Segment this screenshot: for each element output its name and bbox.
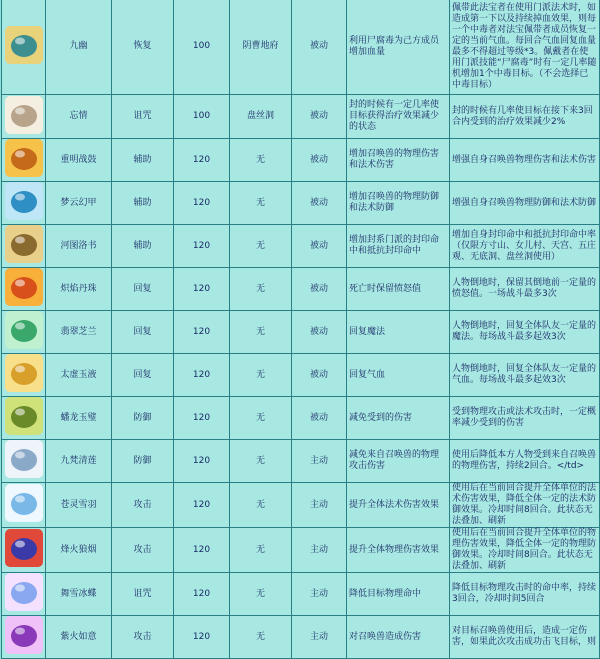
item-icon-art <box>5 268 43 306</box>
item-icon-art <box>5 311 43 349</box>
item-name: 河图洛书 <box>46 225 112 268</box>
table-row <box>2 354 600 397</box>
item-effect-new: 使用后在当前回合提升全体单位的物理伤害效果，降低全体一定的物理防御效果。冷却时间8回合。此状态无法叠加、刷新 <box>450 528 600 573</box>
item-level: 120 <box>174 528 230 573</box>
item-mode: 被动 <box>292 311 347 354</box>
item-mode: 被动 <box>292 182 347 225</box>
item-mode: 被动 <box>292 139 347 182</box>
item-type: 辅助 <box>112 225 174 268</box>
item-sect: 无 <box>230 573 292 616</box>
item-sect: 无 <box>230 311 292 354</box>
item-mode: 主动 <box>292 573 347 616</box>
item-effect-old: 增加召唤兽的物理伤害和法术伤害 <box>347 139 450 182</box>
item-level: 120 <box>174 311 230 354</box>
item-icon-cell <box>2 311 46 354</box>
item-icon-art <box>5 440 43 478</box>
item-name: 九梵清莲 <box>46 440 112 483</box>
item-sect: 阴曹地府 <box>230 0 292 95</box>
item-effect-new: 人物倒地时，回复全体队友一定量的魔法。每场战斗最多起效3次 <box>450 311 600 354</box>
item-icon-art <box>5 96 43 134</box>
item-sect: 无 <box>230 440 292 483</box>
item-effect-old: 减免受到的伤害 <box>347 397 450 440</box>
item-effect-old: 提升全体物理伤害效果 <box>347 528 450 573</box>
item-icon-cell <box>2 397 46 440</box>
item-icon-cell <box>2 139 46 182</box>
taiji-scroll-icon <box>5 225 43 263</box>
item-effect-old: 增加封系门派的封印命中和抵抗封印命中 <box>347 225 450 268</box>
ice-butterfly-icon <box>5 573 43 611</box>
item-mode: 主动 <box>292 528 347 573</box>
item-type: 恢复 <box>112 0 174 95</box>
item-sect: 无 <box>230 268 292 311</box>
item-level: 100 <box>174 0 230 95</box>
item-type: 诅咒 <box>112 95 174 139</box>
item-type: 防御 <box>112 440 174 483</box>
item-sect: 无 <box>230 616 292 659</box>
flame-claw-icon <box>5 529 43 567</box>
item-effect-old: 死亡时保留愤怒值 <box>347 268 450 311</box>
item-sect: 无 <box>230 483 292 528</box>
flame-helm-icon <box>5 139 43 177</box>
table-row <box>2 616 600 659</box>
item-effect-new: 受到物理攻击或法术攻击时，一定概率减少受到的伤害 <box>450 397 600 440</box>
item-icon-cell <box>2 95 46 139</box>
item-level: 120 <box>174 354 230 397</box>
item-effect-new: 增强自身召唤兽物理防御和法术防御 <box>450 182 600 225</box>
item-level: 100 <box>174 95 230 139</box>
item-mode: 被动 <box>292 354 347 397</box>
item-type: 攻击 <box>112 616 174 659</box>
lotus-sceptre-icon <box>5 440 43 478</box>
item-name: 翡翠芝兰 <box>46 311 112 354</box>
item-icon-art <box>5 139 43 177</box>
item-effect-new: 佩带此法宝者在使用门派法术时，如造成第一下以及持续掉血效果，则每一个中毒者对法宝佩带者成员恢复一定的当前气血。每回合气血回复血量最多不得超过等级*3。佩戴者在使用门派技能“尸腐毒”时有一定几率随机增加1个中毒目标。（不会选择已中毒目标） <box>450 0 600 95</box>
item-level: 120 <box>174 225 230 268</box>
item-name: 忘情 <box>46 95 112 139</box>
item-effect-new: 使用后在当前回合提升全体单位的法术伤害效果，降低全体一定的法术防御效果。冷却时间8回合。此状态无法叠加、刷新 <box>450 483 600 528</box>
item-icon-cell <box>2 616 46 659</box>
item-type: 攻击 <box>112 483 174 528</box>
table-row <box>2 182 600 225</box>
item-sect: 无 <box>230 354 292 397</box>
item-mode: 被动 <box>292 397 347 440</box>
item-name: 烽火狼烟 <box>46 528 112 573</box>
item-effect-old: 利用尸腐毒为己方成员增加血量 <box>347 0 450 95</box>
item-icon-art <box>5 573 43 611</box>
table-row <box>2 528 600 573</box>
item-effect-new: 人物倒地时，保留其倒地前一定量的愤怒值。一场战斗最多3次 <box>450 268 600 311</box>
item-icon-cell <box>2 440 46 483</box>
tripod-cauldron-icon <box>5 26 43 64</box>
item-name: 舞雪冰蝶 <box>46 573 112 616</box>
item-sect: 无 <box>230 528 292 573</box>
item-icon-cell <box>2 573 46 616</box>
item-mode: 主动 <box>292 616 347 659</box>
item-effect-old: 回复魔法 <box>347 311 450 354</box>
item-type: 回复 <box>112 354 174 397</box>
item-sect: 无 <box>230 139 292 182</box>
item-mode: 被动 <box>292 225 347 268</box>
round-fan-icon <box>5 96 43 134</box>
item-name: 紫火如意 <box>46 616 112 659</box>
purple-talisman-icon <box>5 616 43 654</box>
item-type: 回复 <box>112 268 174 311</box>
table-row <box>2 268 600 311</box>
item-effect-old: 对召唤兽造成伤害 <box>347 616 450 659</box>
table-row <box>2 483 600 528</box>
item-effect-old: 降低目标物理命中 <box>347 573 450 616</box>
table-row <box>2 139 600 182</box>
item-level: 120 <box>174 483 230 528</box>
item-icon-art <box>5 182 43 220</box>
item-level: 120 <box>174 573 230 616</box>
item-type: 防御 <box>112 397 174 440</box>
table-row <box>2 225 600 268</box>
table-row <box>2 311 600 354</box>
item-level: 120 <box>174 268 230 311</box>
item-sect: 无 <box>230 225 292 268</box>
item-effect-old: 增加召唤兽的物理防御和法术防御 <box>347 182 450 225</box>
gourd-flask-icon <box>5 354 43 392</box>
snow-feather-icon <box>5 484 43 522</box>
table-row <box>2 573 600 616</box>
item-mode: 被动 <box>292 268 347 311</box>
item-icon-cell <box>2 182 46 225</box>
item-icon-cell <box>2 268 46 311</box>
item-icon-cell <box>2 483 46 528</box>
item-sect: 无 <box>230 182 292 225</box>
item-icon-art <box>5 529 43 567</box>
item-level: 120 <box>174 139 230 182</box>
item-name: 太虚玉液 <box>46 354 112 397</box>
item-effect-old: 回复气血 <box>347 354 450 397</box>
item-name: 蟠龙玉璧 <box>46 397 112 440</box>
item-icon-cell <box>2 354 46 397</box>
item-effect-new: 增加自身封印命中和抵抗封印命中率（仅限方寸山、女儿村、天宫、五庄观、无底洞、盘丝洞使用） <box>450 225 600 268</box>
item-icon-art <box>5 484 43 522</box>
item-level: 120 <box>174 616 230 659</box>
item-level: 120 <box>174 397 230 440</box>
item-effect-new: 对目标召唤兽使用后，造成一定伤害，如果此次攻击成功击飞目标，则 <box>450 616 600 659</box>
item-effect-new: 降低目标物理攻击时的命中率，持续3回合，冷却时间5回合 <box>450 573 600 616</box>
item-mode: 主动 <box>292 440 347 483</box>
magic-item-table <box>1 0 600 659</box>
table-row <box>2 95 600 139</box>
item-name: 梦云幻甲 <box>46 182 112 225</box>
jade-lingzhi-icon <box>5 311 43 349</box>
item-name: 炽焰丹珠 <box>46 268 112 311</box>
item-effect-old: 封的时候有一定几率使目标获得治疗效果减少的状态 <box>347 95 450 139</box>
item-type: 回复 <box>112 311 174 354</box>
item-type: 攻击 <box>112 528 174 573</box>
item-mode: 被动 <box>292 95 347 139</box>
table-row <box>2 440 600 483</box>
item-icon-art <box>5 225 43 263</box>
fire-orb-icon <box>5 268 43 306</box>
item-icon-art <box>5 616 43 654</box>
item-mode: 被动 <box>292 0 347 95</box>
item-name: 九幽 <box>46 0 112 95</box>
item-mode: 主动 <box>292 483 347 528</box>
item-level: 120 <box>174 440 230 483</box>
item-name: 重明战鼓 <box>46 139 112 182</box>
item-effect-new: 人物倒地时，回复全体队友一定量的气血。每场战斗最多起效3次 <box>450 354 600 397</box>
item-icon-art <box>5 26 43 64</box>
table-row <box>2 397 600 440</box>
item-effect-old: 减免来自召唤兽的物理攻击伤害 <box>347 440 450 483</box>
table-row <box>2 0 600 95</box>
item-icon-cell <box>2 225 46 268</box>
item-sect: 无 <box>230 397 292 440</box>
item-type: 辅助 <box>112 139 174 182</box>
item-effect-new: 增强自身召唤兽物理伤害和法术伤害 <box>450 139 600 182</box>
item-icon-cell <box>2 528 46 573</box>
item-type: 辅助 <box>112 182 174 225</box>
item-level: 120 <box>174 182 230 225</box>
item-type: 诅咒 <box>112 573 174 616</box>
item-icon-art <box>5 397 43 435</box>
item-effect-old: 提升全体法术伤害效果 <box>347 483 450 528</box>
item-name: 苍灵雪羽 <box>46 483 112 528</box>
item-effect-new: 使用后降低本方人物受到来自召唤兽的物理伤害，持续2回合。</td> <box>450 440 600 483</box>
item-sect: 盘丝洞 <box>230 95 292 139</box>
item-icon-art <box>5 354 43 392</box>
jade-dragon-icon <box>5 397 43 435</box>
item-icon-cell <box>2 0 46 95</box>
cloud-armor-icon <box>5 182 43 220</box>
item-effect-new: 封的时候有几率使目标在接下来3回合内受到的治疗效果减少2% <box>450 95 600 139</box>
